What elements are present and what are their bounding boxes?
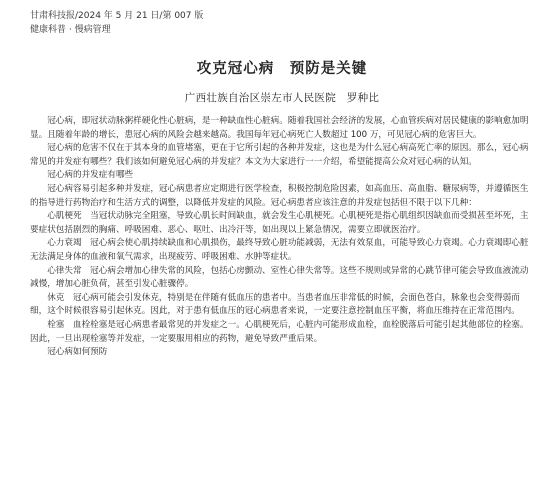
paragraph-shock: 休克 冠心病可能会引发休克，特别是在伴随有低血压的患者中。当患者血压非常低的时候，会面色苍白，脉象也会变得弱而细，这个时候很容易引起休克。因此，对于患有低血压的冠心病患者来说，一定要注意控制血压平衡，将血压维持在正常范围内。 [30, 292, 520, 317]
paragraph-intro: 冠心病，即冠状动脉粥样硬化性心脏病，是一种缺血性心脏病。随着我国社会经济的发展，心血管疾病对居民健康的影响愈加明显。且随着年龄的增长，患冠心病的风险会越来越高。我国每年冠心病死亡人数超过 100 万，可见冠心病的危害巨大。 [30, 116, 529, 140]
paragraph-harm: 冠心病的危害不仅在于其本身的血管堵塞，更在于它所引起的各种并发症，这也是为什么冠心病高死亡率的原因。那么，冠心病常见的并发症有哪些？我们该如何避免冠心病的并发症？本文为大家进行一一介绍，希望能提高公众对冠心病的认知。 [30, 143, 529, 167]
publication-info: 甘肃科技报/2024 年 5 月 21 日/第 007 版 [30, 11, 204, 21]
paragraph-complications-overview: 冠心病容易引起多种并发症，冠心病患者应定期进行医学检查，积极控制危险因素，如高血压、高血脂、糖尿病等，并遵循医生的指导进行药物治疗和生活方式的调整，以降低并发症的风险。冠心病患者应该注意的并发症包括但不限于以下几种： [30, 183, 529, 208]
article-body [30, 115, 534, 360]
paragraph-embolism: 栓塞 血栓栓塞是冠心病患者最常见的并发症之一。心肌梗死后，心脏内可能形成血栓，血栓脱落后可能引起其他部位的栓塞。因此，一旦出现栓塞等并发症，一定要服用相应的药物，避免导致严重后果。 [30, 319, 529, 344]
subheading-prevention: 冠心病如何预防 [47, 347, 108, 358]
section-label: 健康科普 · 慢病管理 [30, 25, 111, 35]
paragraph-arrhythmia: 心律失常 冠心病会增加心律失常的风险，包括心房颤动、室性心律失常等。这些不规则或异常的心跳节律可能会导致血液流动减慢，增加心脏负荷，甚至引发心脏骤停。 [30, 265, 529, 290]
subheading-complications: 冠心病的并发症有哪些 [47, 170, 134, 181]
article-byline: 广西壮族自治区崇左市人民医院 罗种比 [184, 92, 380, 104]
paragraph-heart-failure: 心力衰竭 冠心病会使心肌持续缺血和心肌损伤，最终导致心脏功能减弱，无法有效泵血，可能导致心力衰竭。心力衰竭即心脏无法满足身体的血液和氧气需求，出现疲劳、呼吸困难、水肿等症状。 [30, 238, 529, 262]
article-title: 攻克冠心病 预防是关键 [196, 61, 368, 77]
paragraph-myocardial-infarction: 心肌梗死 当冠状动脉完全阻塞，导致心肌长时间缺血，就会发生心肌梗死。心肌梗死是指心肌组织因缺血而受损甚至坏死，主要症状包括剧烈的胸痛、呼吸困难、恶心、呕吐、出冷汗等，如出现以上紧急情况，需要立即就医治疗。 [30, 211, 529, 235]
